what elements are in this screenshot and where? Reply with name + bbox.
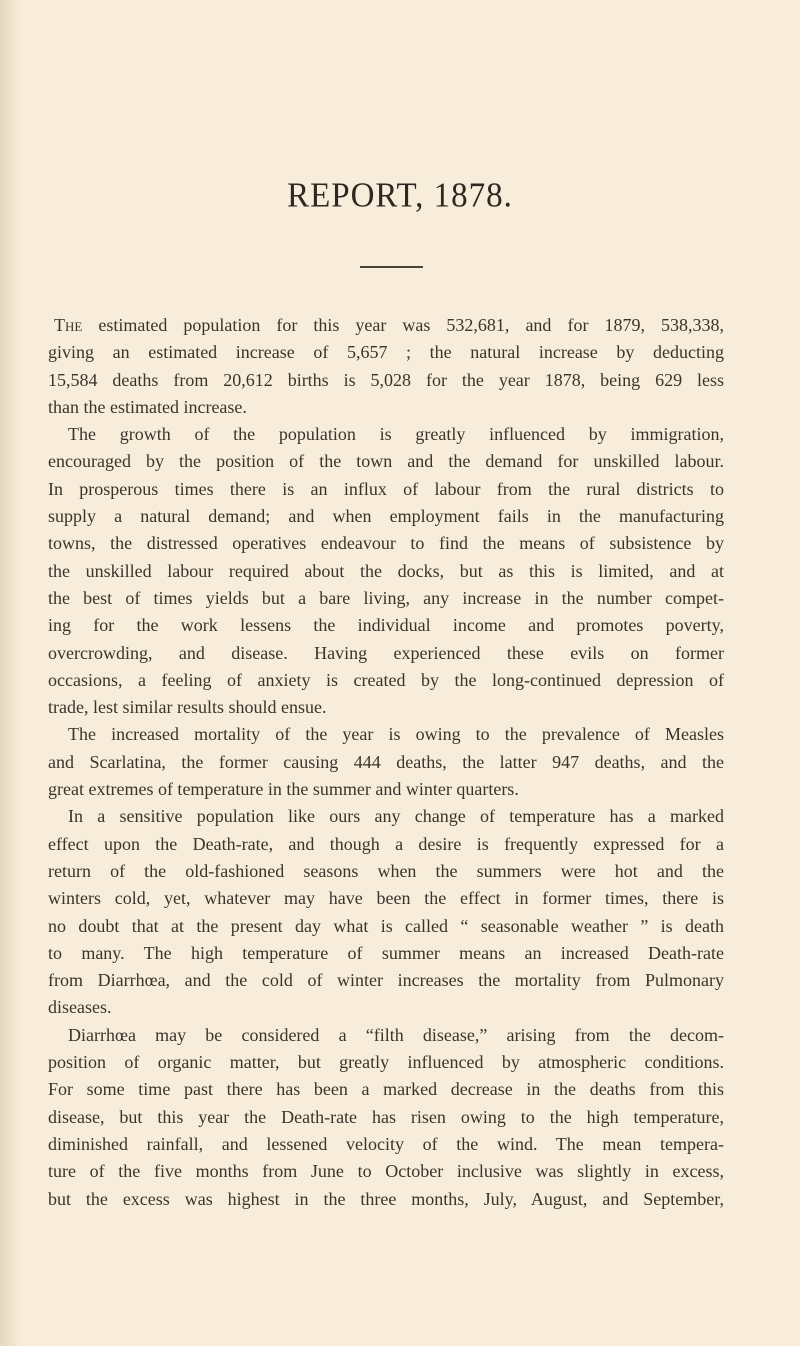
text-line: the unskilled labour required about the docks, but as this is limited, and at — [48, 560, 724, 581]
report-body — [48, 312, 724, 1213]
text-line: the best of times yields but a bare living, any increase in the number compet- — [48, 587, 724, 608]
text-line: In prosperous times there is an influx of labour from the rural districts to — [48, 478, 724, 499]
text-line: encouraged by the position of the town and the demand for unskilled labour. — [48, 451, 724, 472]
first-word: The — [54, 315, 83, 335]
text-line: but the excess was highest in the three months, July, August, and September, — [48, 1188, 724, 1209]
text-line: diseases. — [48, 997, 112, 1018]
text-line: disease, but this year the Death-rate has risen owing to the high temperature, — [48, 1106, 724, 1127]
text-line: position of organic matter, but greatly influenced by atmospheric conditions. — [48, 1052, 724, 1073]
text-line: supply a natural demand; and when employment fails in the manufacturing — [48, 506, 724, 527]
text-line: ture of the five months from June to October inclusive was slightly in excess, — [48, 1161, 724, 1182]
text-line: from Diarrhœa, and the cold of winter increases the mortality from Pulmonary — [48, 970, 724, 991]
text-line: giving an estimated increase of 5,657 ; the natural increase by deducting — [48, 342, 724, 363]
line-text: estimated population for this year was 532,681, and for 1879, 538,338, — [98, 315, 724, 335]
paragraph-first-line: The increased mortality of the year is owing to the prevalence of Measles — [68, 724, 724, 745]
text-line: return of the old-fashioned seasons when the summers were hot and the — [48, 860, 724, 881]
text-line: towns, the distressed operatives endeavour to find the means of subsistence by — [48, 533, 724, 554]
text-line: trade, lest similar results should ensue. — [48, 697, 327, 718]
text-line: winters cold, yet, whatever may have been the effect in former times, there is — [48, 888, 724, 909]
text-line: effect upon the Death-rate, and though a desire is frequently expressed for a — [48, 833, 724, 854]
text-line: to many. The high temperature of summer means an increased Death-rate — [48, 942, 724, 963]
paragraph-first-line: Diarrhœa may be considered a “filth disease,” arising from the decom- — [68, 1024, 724, 1045]
text-line: 15,584 deaths from 20,612 births is 5,028 for the year 1878, being 629 less — [48, 369, 724, 390]
text-line: occasions, a feeling of anxiety is created by the long-continued depression of — [48, 669, 724, 690]
text-line: For some time past there has been a marked decrease in the deaths from this — [48, 1079, 724, 1100]
text-line: than the estimated increase. — [48, 396, 247, 417]
text-line: ing for the work lessens the individual income and promotes poverty, — [48, 615, 724, 636]
text-line: and Scarlatina, the former causing 444 deaths, the latter 947 deaths, and the — [48, 751, 724, 772]
paragraph-first-line — [48, 312, 724, 339]
title-divider — [360, 266, 423, 268]
text-line: great extremes of temperature in the summer and winter quarters. — [48, 779, 519, 800]
paragraph-first-line: In a sensitive population like ours any change of temperature has a marked — [68, 806, 724, 827]
text-line: no doubt that at the present day what is called “ seasonable weather ” is death — [48, 915, 724, 936]
page-title: REPORT, 1878. — [287, 177, 513, 215]
paragraph-first-line: The growth of the population is greatly influenced by immigration, — [68, 424, 724, 445]
text-line: diminished rainfall, and lessened velocity of the wind. The mean tempera- — [48, 1133, 724, 1154]
text-line: overcrowding, and disease. Having experienced these evils on former — [48, 642, 724, 663]
